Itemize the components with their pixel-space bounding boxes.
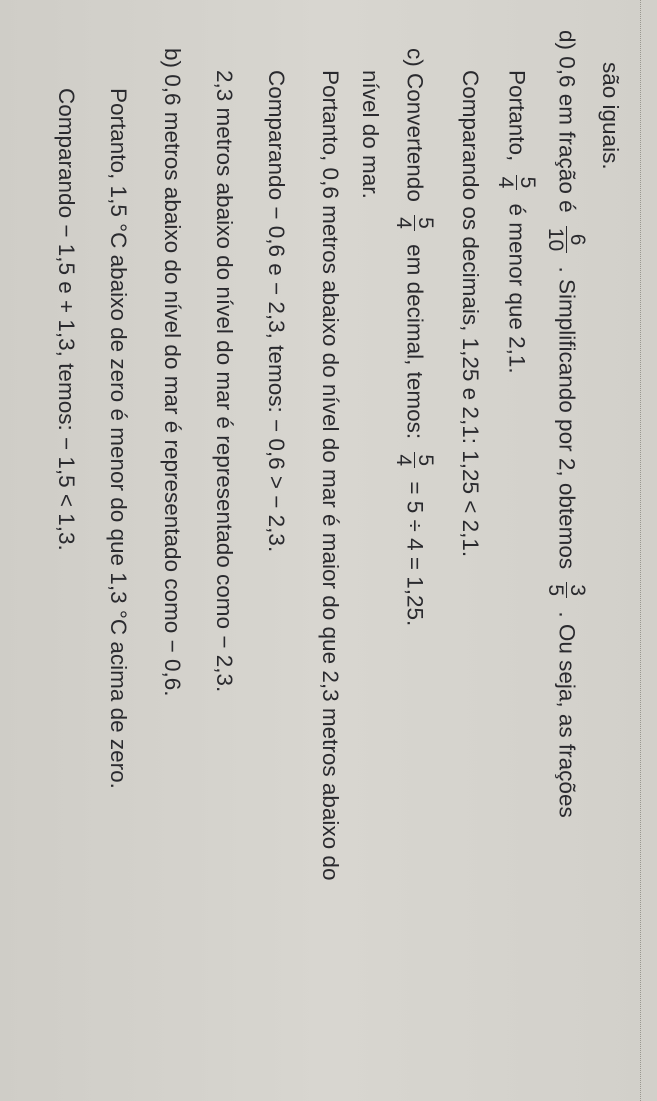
text: em decimal, temos:: [402, 244, 428, 440]
fraction-five-fourths: [393, 452, 436, 468]
item-c-line-1: [392, 48, 435, 626]
numerator: 5: [414, 217, 437, 229]
line-compare-a: [51, 88, 81, 551]
text: Portanto, 0,6 metros abaixo do nível do mar é maior do que 2,3 metros abaixo do: [318, 70, 343, 881]
text: . Ou seja, as frações: [554, 611, 580, 818]
text: 2,3 metros abaixo do nível do mar é representado como − 2,3.: [212, 70, 237, 693]
text: c) Convertendo: [402, 48, 428, 202]
text: são iguais.: [598, 62, 623, 170]
text: Comparando − 0,6 e − 2,3, temos: − 0,6 > − 2,3.: [264, 70, 289, 553]
numerator: 5: [516, 176, 539, 189]
denominator: 4: [392, 454, 415, 467]
line-conclusion-a: [103, 88, 133, 789]
fraction-five-fourths: [495, 175, 538, 191]
text: b) 0,6 metros abaixo do nível do mar é representado como − 0,6.: [160, 48, 185, 697]
text: nível do mar.: [358, 70, 383, 199]
denominator: 4: [494, 176, 517, 189]
item-b-conclusion: [315, 70, 345, 880]
text: Portanto, 1,5 °C abaixo de zero é menor do que 1,3 °C acima de zero.: [106, 88, 131, 789]
text: Comparando − 1,5 e + 1,3, temos: − 1,5 < 1,3.: [54, 88, 79, 551]
numerator: 5: [414, 454, 437, 467]
item-b-line-1: [157, 48, 187, 697]
item-b-line-2: [209, 70, 239, 692]
numerator: 6: [566, 226, 588, 253]
fraction-five-fourths: [393, 215, 436, 231]
numerator: 3: [566, 584, 589, 597]
item-d-line-1: [544, 30, 587, 818]
denominator: 4: [392, 217, 415, 229]
text: . Simplificando por 2, obtemos: [554, 266, 580, 570]
item-d-line-2: [595, 62, 625, 170]
text: = 5 ÷ 4 = 1,25.: [402, 481, 428, 627]
text: d) 0,6 em fração é: [554, 30, 580, 213]
item-c-conclusion: [494, 70, 537, 374]
text: Comparando os decimais, 1,25 e 2,1: 1,25 < 2,1.: [458, 70, 483, 558]
item-b-compare: [261, 70, 291, 552]
fraction-three-fifths: [545, 582, 588, 598]
text: é menor que 2,1.: [504, 203, 530, 374]
text: Portanto,: [504, 70, 530, 162]
item-b-conclusion-cont: [355, 70, 385, 199]
denominator: 5: [544, 584, 567, 597]
item-c-compare: [455, 70, 485, 557]
denominator: 10: [544, 227, 567, 252]
fraction-six-tenths: [545, 226, 588, 253]
